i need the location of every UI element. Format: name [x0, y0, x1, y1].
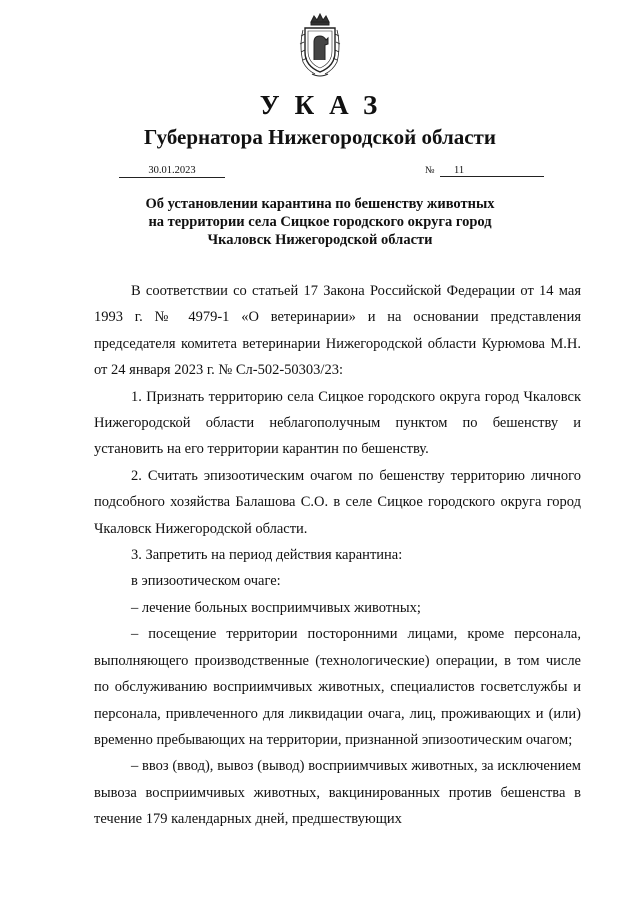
body-paragraph: – посещение территории посторонними лицами, кроме персонала, выполняющего производственные (технологические) операции, в том числе по обслуживанию восприимчивых животных, специалистов госветслужбы и персонала, привлеченного для ликвидации очага, лиц, проживающих и (или) временно пребывающих на территории, признанной эпизоотическим очагом;	[94, 626, 581, 748]
decree-date: 30.01.2023	[119, 164, 225, 178]
body-paragraph: 2. Считать эпизоотическим очагом по бешенству территорию личного подсобного хозяйства Балашова С.О. в селе Сицкое городского округа город Чкаловск Нижегородской области.	[94, 467, 581, 537]
coat-of-arms-emblem	[297, 12, 343, 78]
body-paragraph: – лечение больных восприимчивых животных;	[131, 599, 421, 616]
body-paragraph: 3. Запретить на период действия карантина:	[131, 547, 403, 564]
decree-subtitle: Губернатора Нижегородской области	[144, 125, 496, 149]
heading-line: на территории села Сицкое городского округа город	[148, 214, 492, 230]
decree-heading	[0, 195, 640, 249]
decree-number: 11	[440, 164, 544, 177]
heading-line: Об установлении карантина по бешенству животных	[145, 196, 495, 212]
body-paragraph: в эпизоотическом очаге:	[131, 573, 281, 590]
decree-body	[94, 278, 581, 833]
heading-line: Чкаловск Нижегородской области	[207, 232, 433, 248]
decree-title: УКАЗ	[259, 90, 393, 120]
body-paragraph: – ввоз (ввод), вывоз (вывод) восприимчивых животных, за исключением вывоза восприимчивых животных, вакцинированных против бешенства в течение 179 календарных дней, предшествующих	[94, 758, 581, 828]
body-paragraph: В соответствии со статьей 17 Закона Российской Федерации от 14 мая 1993 г. № 4979-1 «О ветеринарии» и на основании представления председателя комитета ветеринарии Нижегородской области Курюмова М.Н. от 24 января 2023 г. № Сл-502-50303/23:	[94, 283, 581, 379]
number-label: №	[425, 165, 435, 176]
body-paragraph: 1. Признать территорию села Сицкое городского округа город Чкаловск Нижегородской области неблагополучным пунктом по бешенству и установить на его территории карантин по бешенству.	[94, 388, 581, 458]
